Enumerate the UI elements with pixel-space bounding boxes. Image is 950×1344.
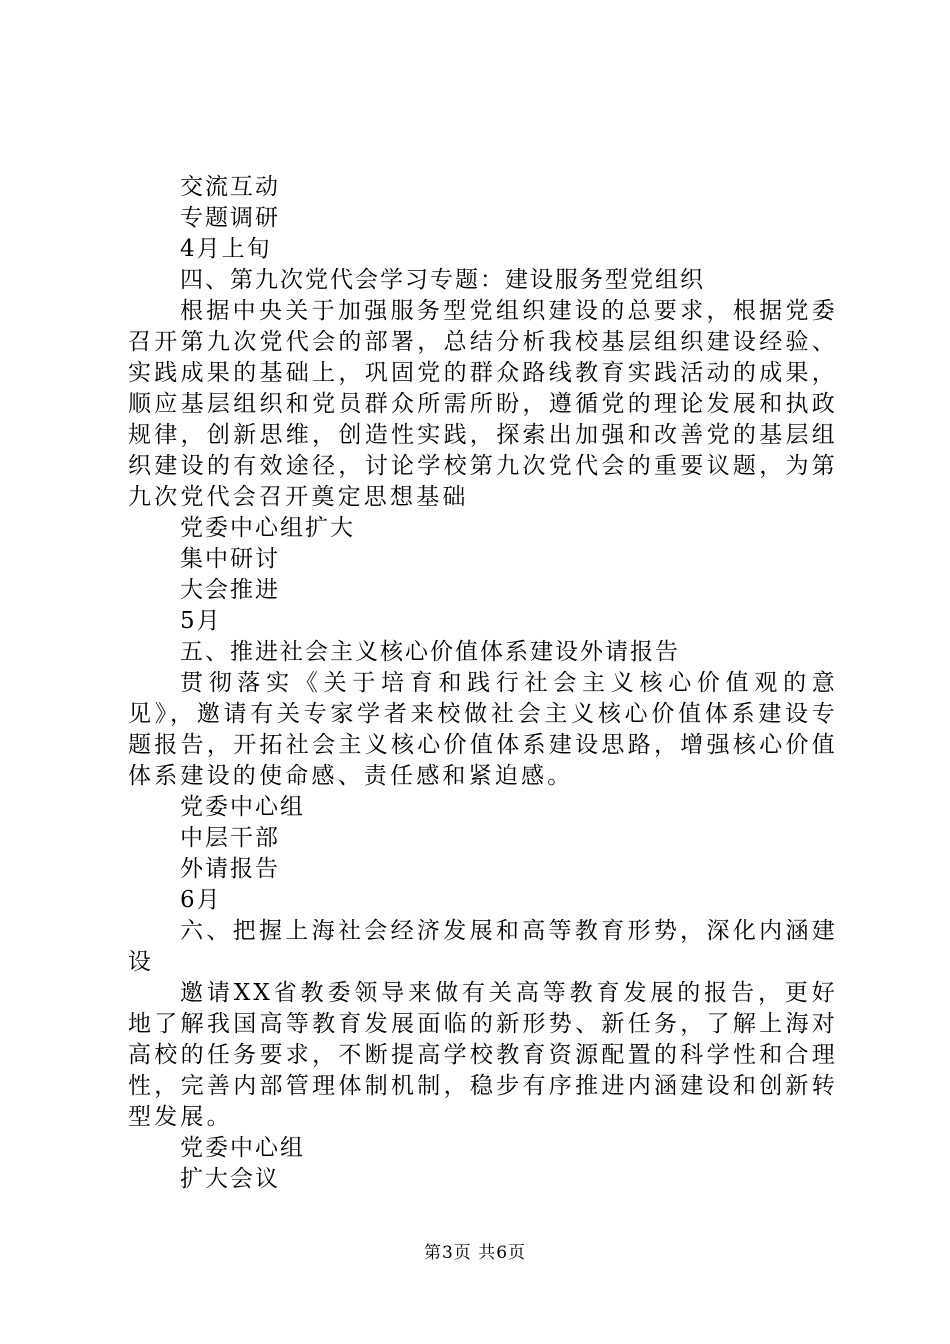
- line-item: 外请报告: [180, 856, 280, 882]
- paragraph: 根据中央关于加强服务型党组织建设的总要求，根据党委召开第九次党代会的部署，总结分析我校基层组织建设经验、实践成果的基础上，巩固党的群众路线教育实践活动的成果，顺应基层组织和党员群众所需所盼，遵循党的理论发展和执政规律，创新思维，创造性实践，探索出加强和改善党的基层组织建设的有效途径，讨论学校第九次党代会的重要议题，为第九次党代会召开奠定思想基础: [128, 298, 838, 510]
- section-heading: 五、推进社会主义核心价值体系建设外请报告: [180, 639, 680, 665]
- page-footer: [0, 1242, 950, 1264]
- line-item: 交流互动: [180, 174, 280, 200]
- section-heading: 六、把握上海社会经济发展和高等教育形势，深化内涵建设: [128, 918, 838, 975]
- line-item: 6月: [180, 887, 222, 913]
- line-item: 4月上旬: [180, 236, 272, 262]
- page-number: 第3页 共6页: [423, 1243, 527, 1263]
- line-item: 集中研讨: [180, 546, 280, 572]
- line-item: 扩大会议: [180, 1166, 280, 1192]
- paragraph: 贯彻落实《关于培育和践行社会主义核心价值观的意见》，邀请有关专家学者来校做社会主义核心价值体系建设专题报告，开拓社会主义核心价值体系建设思路，增强核心价值体系建设的使命感、责任感和紧迫感。: [128, 670, 838, 789]
- paragraph: 邀请XX省教委领导来做有关高等教育发展的报告，更好地了解我国高等教育发展面临的新形势、新任务，了解上海对高校的任务要求，不断提高学校教育资源配置的科学性和合理性，完善内部管理体制机制，稳步有序推进内涵建设和创新转型发展。: [128, 980, 838, 1130]
- line-item: 大会推进: [180, 577, 280, 603]
- line-item: 专题调研: [180, 205, 280, 231]
- document-body: [128, 172, 838, 1195]
- line-item: 5月: [180, 608, 222, 634]
- line-item: 党委中心组: [180, 1135, 305, 1161]
- section-heading: 四、第九次党代会学习专题：建设服务型党组织: [180, 267, 705, 293]
- line-item: 党委中心组扩大: [180, 515, 355, 541]
- line-item: 中层干部: [180, 825, 280, 851]
- line-item: 党委中心组: [180, 794, 305, 820]
